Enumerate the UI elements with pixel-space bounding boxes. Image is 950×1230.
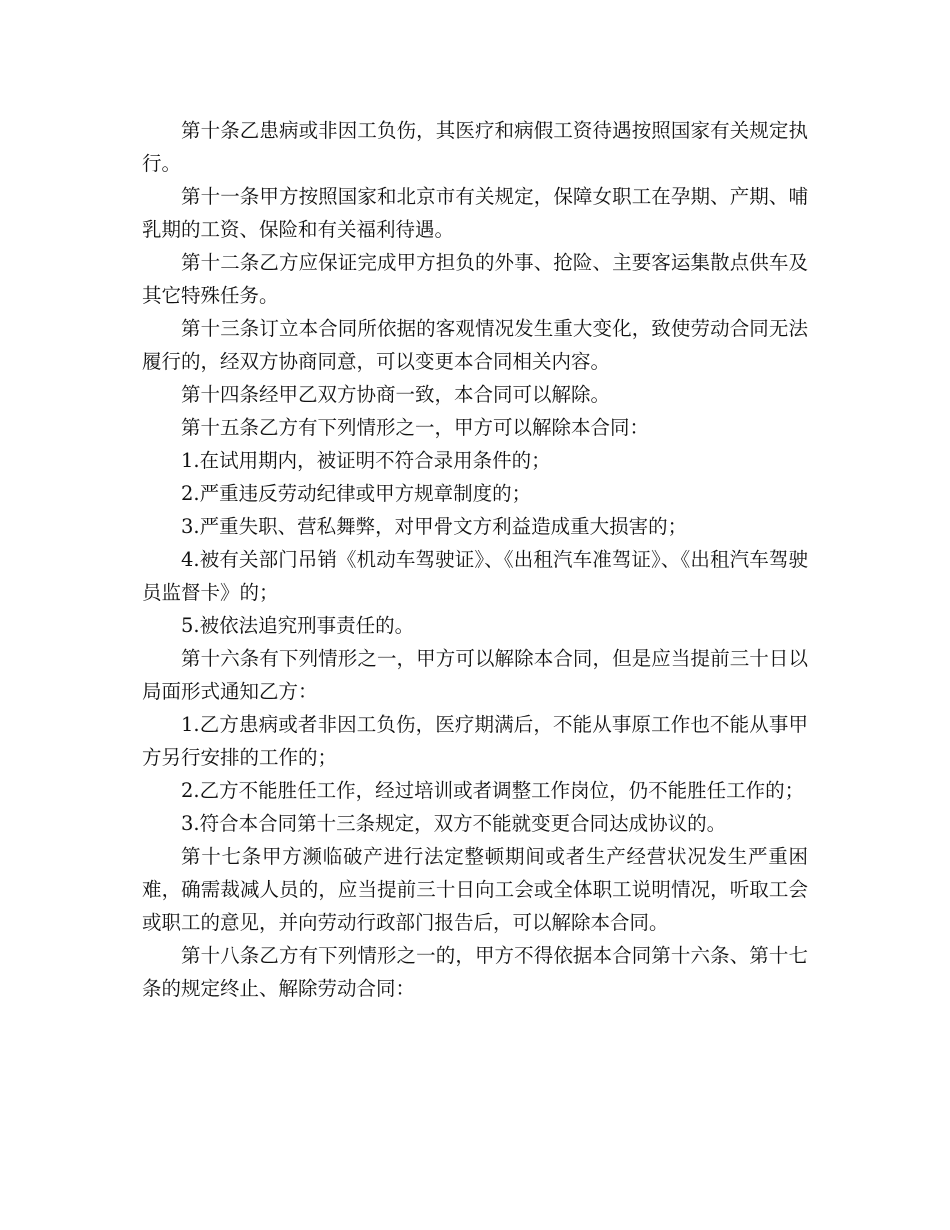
list-item-15-4: 4.被有关部门吊销《机动车驾驶证》、《出租汽车准驾证》、《出租汽车驾驶员监督卡》的； [142, 548, 808, 604]
list-item-15-2: 2.严重违反劳动纪律或甲方规章制度的； [181, 482, 532, 505]
paragraph-article-17: 第十七条甲方濒临破产进行法定整顿期间或者生产经营状况发生严重困难，确需裁减人员的，应当提前三十日向工会或全体职工说明情况，听取工会或职工的意见，并向劳动行政部门报告后，可以解除本合同。 [142, 845, 808, 934]
document-body [142, 114, 808, 1005]
list-item-16-3: 3.符合本合同第十三条规定，双方不能就变更合同达成协议的。 [181, 812, 727, 835]
paragraph-article-11: 第十一条甲方按照国家和北京市有关规定，保障女职工在孕期、产期、哺乳期的工资、保险和有关福利待遇。 [142, 185, 808, 241]
paragraph-article-10: 第十条乙患病或非因工负伤，其医疗和病假工资待遇按照国家有关规定执行。 [142, 119, 808, 175]
list-item-16-2: 2.乙方不能胜任工作，经过培训或者调整工作岗位，仍不能胜任工作的； [181, 779, 805, 802]
paragraph-article-16: 第十六条有下列情形之一，甲方可以解除本合同，但是应当提前三十日以局面形式通知乙方： [142, 647, 808, 703]
paragraph-article-15: 第十五条乙方有下列情形之一，甲方可以解除本合同： [181, 416, 650, 439]
list-item-15-3: 3.严重失职、营私舞弊，对甲骨文方利益造成重大损害的； [181, 515, 688, 538]
list-item-16-1: 1.乙方患病或者非因工负伤，医疗期满后，不能从事原工作也不能从事甲方另行安排的工作的； [142, 713, 808, 769]
list-item-15-5: 5.被依法追究刑事责任的。 [181, 614, 415, 637]
paragraph-article-13: 第十三条订立本合同所依据的客观情况发生重大变化，致使劳动合同无法履行的，经双方协商同意，可以变更本合同相关内容。 [142, 317, 808, 373]
paragraph-article-12: 第十二条乙方应保证完成甲方担负的外事、抢险、主要客运集散点供车及其它特殊任务。 [142, 251, 808, 307]
paragraph-article-14: 第十四条经甲乙双方协商一致，本合同可以解除。 [181, 383, 611, 406]
paragraph-article-18: 第十八条乙方有下列情形之一的，甲方不得依据本合同第十六条、第十七条的规定终止、解除劳动合同： [142, 944, 808, 1000]
list-item-15-1: 1.在试用期内，被证明不符合录用条件的； [181, 449, 551, 472]
